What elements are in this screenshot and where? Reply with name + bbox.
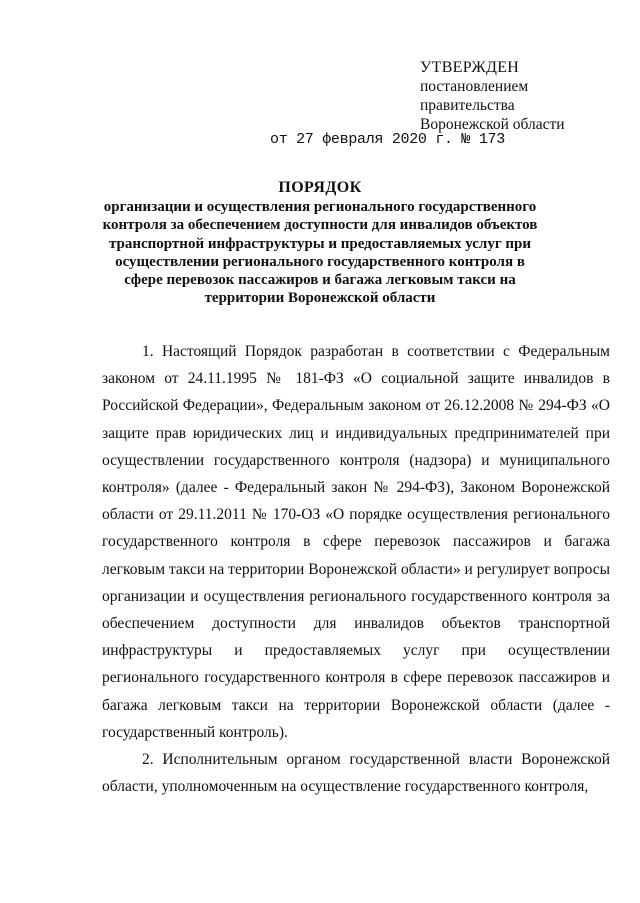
approval-stamp <box>420 58 620 134</box>
paragraph-2: 2. Исполнительным органом государственной власти Воронежской области, уполномоченным на осуществление государственного контроля, <box>102 751 610 796</box>
approval-line-3: Воронежской области <box>420 116 565 133</box>
approval-heading: УТВЕРЖДЕН <box>420 59 520 76</box>
title-main: ПОРЯДОК <box>278 179 362 196</box>
paragraph-1: 1. Настоящий Порядок разработан в соответствии с Федеральным законом от 24.11.1995 № 181-ФЗ «О социальной защите инвалидов в Российской Федерации», Федеральным законом от 26.12.2008 № 294-ФЗ «О защите прав юридических лиц и индивидуальных предпринимателей при осуществлении государственного контроля (надзора) и муниципального контроля» (далее - Федеральный закон № 294-ФЗ), Законом Воронежской области от 29.11.2011 № 170-ОЗ «О порядке осуществления регионального государственного контроля в сфере перевозок пассажиров и багажа легковым такси на территории Воронежской области» и регулирует вопросы организации и осуществления регионального государственного контроля за обеспечением доступности для инвалидов объектов транспортной инфраструктуры и предоставляемых услуг при осуществлении регионального государственного контроля в сфере перевозок пассажиров и багажа легковым такси на территории Воронежской области (далее - государственный контроль). <box>102 343 610 741</box>
approval-line-1: постановлением <box>420 78 529 95</box>
document-title <box>100 178 540 308</box>
title-subtitle: организации и осуществления регионального государственного контроля за обеспечением доступности для инвалидов объектов транспортной инфраструктуры и предоставляемых услуг при осуществлении регионального государственного контроля в сфере перевозок пассажиров и багажа легковым такси на территории Воронежской области <box>102 199 538 307</box>
approval-date: от 27 февраля 2020 г. № 173 <box>270 131 505 148</box>
document-body <box>102 338 610 800</box>
approval-line-2: правительства <box>420 97 515 114</box>
